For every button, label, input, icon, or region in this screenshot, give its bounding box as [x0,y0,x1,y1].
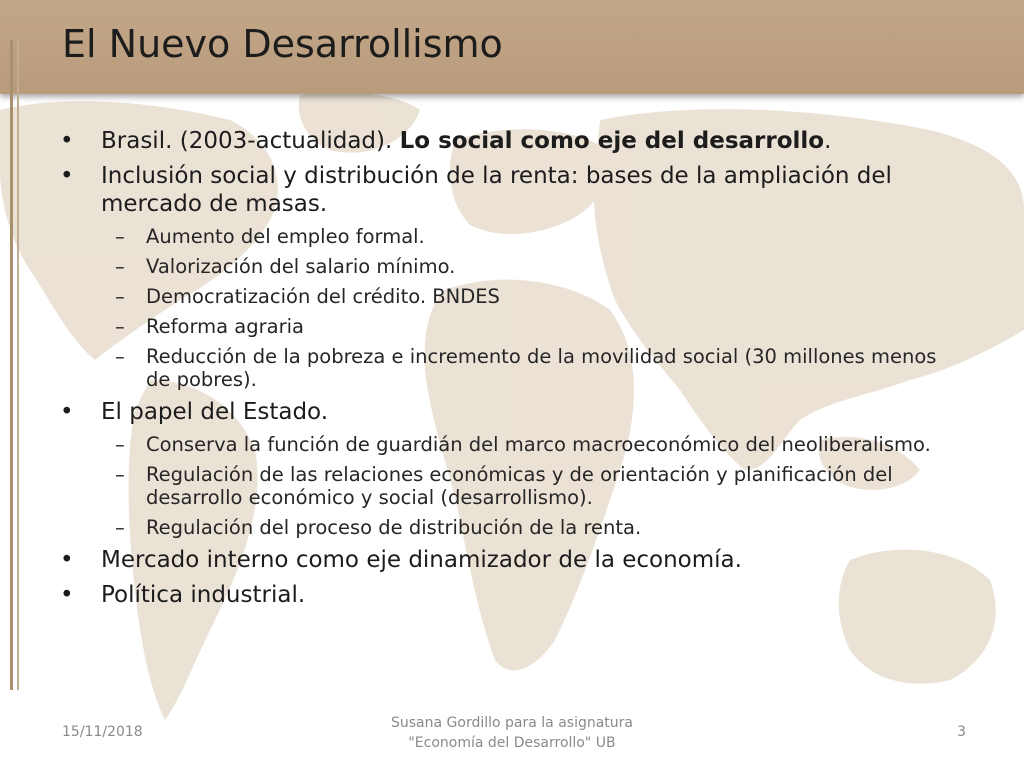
sub-bullet-item [101,463,960,509]
sub-bullet-text: Conserva la función de guardián del marco macroeconómico del neoliberalismo. [146,433,931,456]
bullet-icon: • [60,547,74,573]
sub-bullet-text: Regulación del proceso de distribución de la renta. [146,516,642,539]
bullet-item [60,581,960,609]
sub-bullet-item [101,433,960,456]
bullet-icon: • [60,582,74,608]
sub-bullet-item [101,285,960,308]
bullet-text: El papel del Estado. [101,399,329,425]
slide-content [60,127,960,616]
sub-bullet-item [101,255,960,278]
dash-icon: – [115,433,125,456]
bullet-item [60,546,960,574]
page-number: 3 [957,724,966,740]
dash-icon: – [115,315,125,338]
sub-bullet-item [101,315,960,338]
bullet-item [60,398,960,426]
dash-icon: – [115,516,125,539]
sub-bullet-text: Valorización del salario mínimo. [146,255,456,278]
sub-bullet-text: Aumento del empleo formal. [146,225,425,248]
bullet-text: Inclusión social y distribución de la renta: bases de la ampliación del mercado de masas. [101,163,892,217]
bullet-item [60,162,960,218]
bullet-icon: • [60,128,74,154]
footer-date: 15/11/2018 [62,724,143,740]
sub-bullet-text: Democratización del crédito. BNDES [146,285,500,308]
bullet-text: Política industrial. [101,582,306,608]
bullet-text: Brasil. (2003-actualidad). [101,128,400,154]
dash-icon: – [115,345,125,368]
sub-bullet-text: Reducción de la pobreza e incremento de la movilidad social (30 millones menos de pobres). [146,345,937,391]
bullet-text: Mercado interno como eje dinamizador de la economía. [101,547,742,573]
dash-icon: – [115,225,125,248]
slide-title: El Nuevo Desarrollismo [62,22,503,66]
sub-bullet-item [101,225,960,248]
sub-bullet-item [101,345,960,391]
dash-icon: – [115,285,125,308]
footer-author-line2: "Economía del Desarrollo" UB [408,735,616,751]
left-decorative-rule-inner [17,40,19,690]
bullet-item [60,127,960,155]
dash-icon: – [115,255,125,278]
footer-author-line1: Susana Gordillo para la asignatura [391,715,633,731]
dash-icon: – [115,463,125,486]
sub-bullet-item [101,516,960,539]
bullet-icon: • [60,399,74,425]
bullet-icon: • [60,163,74,189]
footer-author [362,713,662,753]
bullet-bold-text: Lo social como eje del desarrollo [399,128,825,154]
sub-bullet-text: Regulación de las relaciones económicas y de orientación y planificación del desarrollo económico y social (desarrollismo). [146,463,893,509]
sub-bullet-text: Reforma agraria [146,315,304,338]
left-decorative-rule [10,40,13,690]
bullet-text-suffix: . [824,128,832,154]
